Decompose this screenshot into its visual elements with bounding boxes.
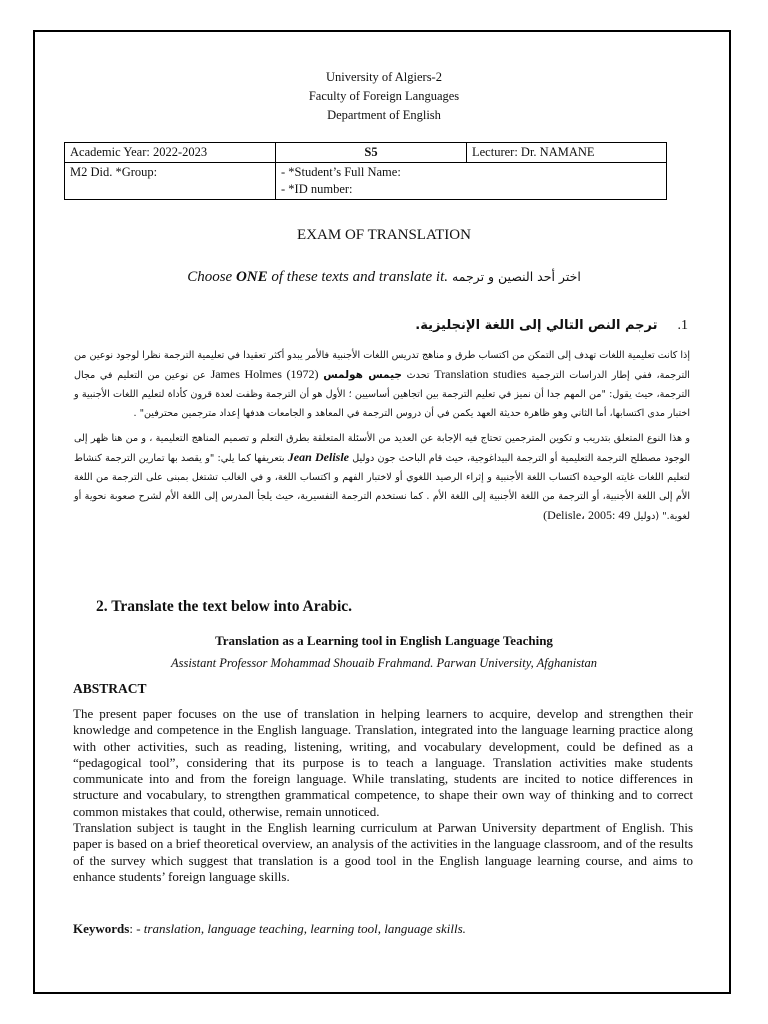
question-2-heading: 2. Translate the text below into Arabic.	[96, 598, 353, 615]
question-1-heading	[415, 318, 688, 334]
instruction-arabic: اختر أحد النصين و ترجمه	[448, 269, 581, 284]
english-term: Translation studies	[434, 367, 527, 381]
semester-cell: S5	[276, 143, 467, 163]
english-term: James Holmes (1972)	[210, 367, 319, 381]
faculty-name: Faculty of Foreign Languages	[308, 89, 460, 103]
keywords-label: Keywords	[73, 921, 130, 936]
exam-info-table	[64, 142, 667, 200]
article-title: Translation as a Learning tool in English Language Teaching	[215, 633, 553, 648]
instruction-line	[33, 269, 735, 286]
abstract-body	[73, 706, 693, 885]
abstract-paragraph-2: Translation subject is taught in the English learning curriculum at Parwan University department of English. This paper is based on a brief theoretical overview, an analysis of the activities in the language classroom, and of the results of the survey which suggest that translation is a good tool in the English language learning course, and aims to enhance students’ foreign language skills.	[73, 820, 693, 884]
academic-year-cell: Academic Year: 2022-2023	[65, 143, 276, 163]
exam-title: EXAM OF TRANSLATION	[297, 227, 471, 243]
keywords-list: translation, language teaching, learning tool, language skills.	[143, 921, 466, 936]
lecturer-cell: Lecturer: Dr. NAMANE	[467, 143, 667, 163]
arabic-paragraph-2	[74, 429, 690, 526]
arabic-paragraph-1	[74, 346, 690, 423]
text-segment: بتعريفها كما يلي: "و يقصد بها تمارين الترجمة كنشاط لتعليم اللغات غايته الوحيدة اكتساب اللغة الأجنبية و إثراء الرصيد اللغوي أو لاختبار الفهم و اكتساب اللغة، و في الغالب تشتغل بمبنى على الترجمة من اللغة الأم إلى اللغة الأجنبية، أو الترجمة من اللغة الأجنبية إلى اللغة الأم . كما نستخدم الترجمة التفسيرية، حيث يلجأ المدرس إلى اللغة الأم لشرح صعوبة نحوية أو لغوية." (دوليل	[74, 453, 690, 522]
arabic-source-text	[74, 346, 690, 532]
text-segment: إذا كانت تعليمية اللغات تهدف إلى التمكن من اكتساب طرق و مناهج تدريس اللغات الأجنبية فالأمر يبدو أكثر تعقيدا في تعليمية الترجمة نظرا لوجود نوعين من الترجمة، ففي إطار الدراسات الترجمية	[74, 350, 690, 381]
citation: Delisle، 2005: 49)	[543, 508, 631, 522]
question-1-text: ترجم النص التالي إلى اللغة الإنجليزية.	[415, 318, 658, 333]
instruction-emphasis: ONE	[235, 269, 268, 285]
instruction-text: Choose	[187, 269, 236, 285]
university-name: University of Algiers-2	[326, 70, 442, 84]
text-segment: و هذا النوع المتعلق بتدريب و تكوين المترجمين تحتاج فيه الإجابة عن العديد من الأسئلة المتعلقة بطرق التعلم و تصميم المناهج التعليمية ، و من هنا ظهر إلى الوجود مصطلح الترجمة التعليمية أو الترجمة البيداغوجية، حيث قام الباحث جون دوليل	[74, 433, 690, 464]
article-author: Assistant Professor Mohammad Shouaib Frahmand. Parwan University, Afghanistan	[170, 656, 598, 670]
group-cell: M2 Did. *Group:	[65, 163, 276, 200]
question-1-number: 1.	[677, 318, 688, 333]
text-segment: تحدث	[406, 370, 430, 381]
abstract-heading: ABSTRACT	[73, 681, 147, 696]
text-segment: عن نوعين من التعليم في مجال الترجمة، حيث يقول: "من المهم جدا أن نميز في تعليم الترجمة بين اتجاهين أساسيين ؛ الأول هو أن الترجمة وظفت لعدة قرون كأداة لتعليم اللغات الأجنبية و اختبار مدى اكتسابها، أما الثاني وهو ظاهرة حديثة العهد يكمن في أن دروس الترجمة في المعاهد و الجامعات هدفها إعداد مترجمين محترفين" .	[74, 370, 690, 419]
instruction-text-end: of these texts and translate it.	[267, 269, 449, 285]
id-number-field: - *ID number:	[281, 182, 353, 196]
student-name-field: - *Student’s Full Name:	[281, 165, 401, 179]
abstract-paragraph-1: The present paper focuses on the use of translation in helping learners to acquire, develop and strengthen their knowledge and competence in the English language. Translation, integrated into the language learning practice along with other activities, such as reading, listening, writing, and vocabulary development, could be defined as a “pedagogical tool”, considering that its purpose is to teach a language. Translation activities make students communicate into and from the foreign language. While translating, students are incited to notice differences in structure and vocabulary, to strengthen grammatical competence, to shape their own way of thinking and to correct common mistakes that could, otherwise, remain unnoticed.	[73, 706, 693, 819]
department-name: Department of English	[327, 108, 441, 122]
keywords-line	[73, 921, 466, 937]
author-name-arabic: جيمس هولمس	[323, 369, 402, 381]
table-row	[65, 143, 667, 163]
english-term: Jean Delisle	[287, 450, 350, 464]
table-row	[65, 163, 667, 200]
keywords-separator: : -	[129, 921, 144, 936]
student-info-cell	[276, 163, 667, 200]
document-header	[33, 68, 735, 125]
